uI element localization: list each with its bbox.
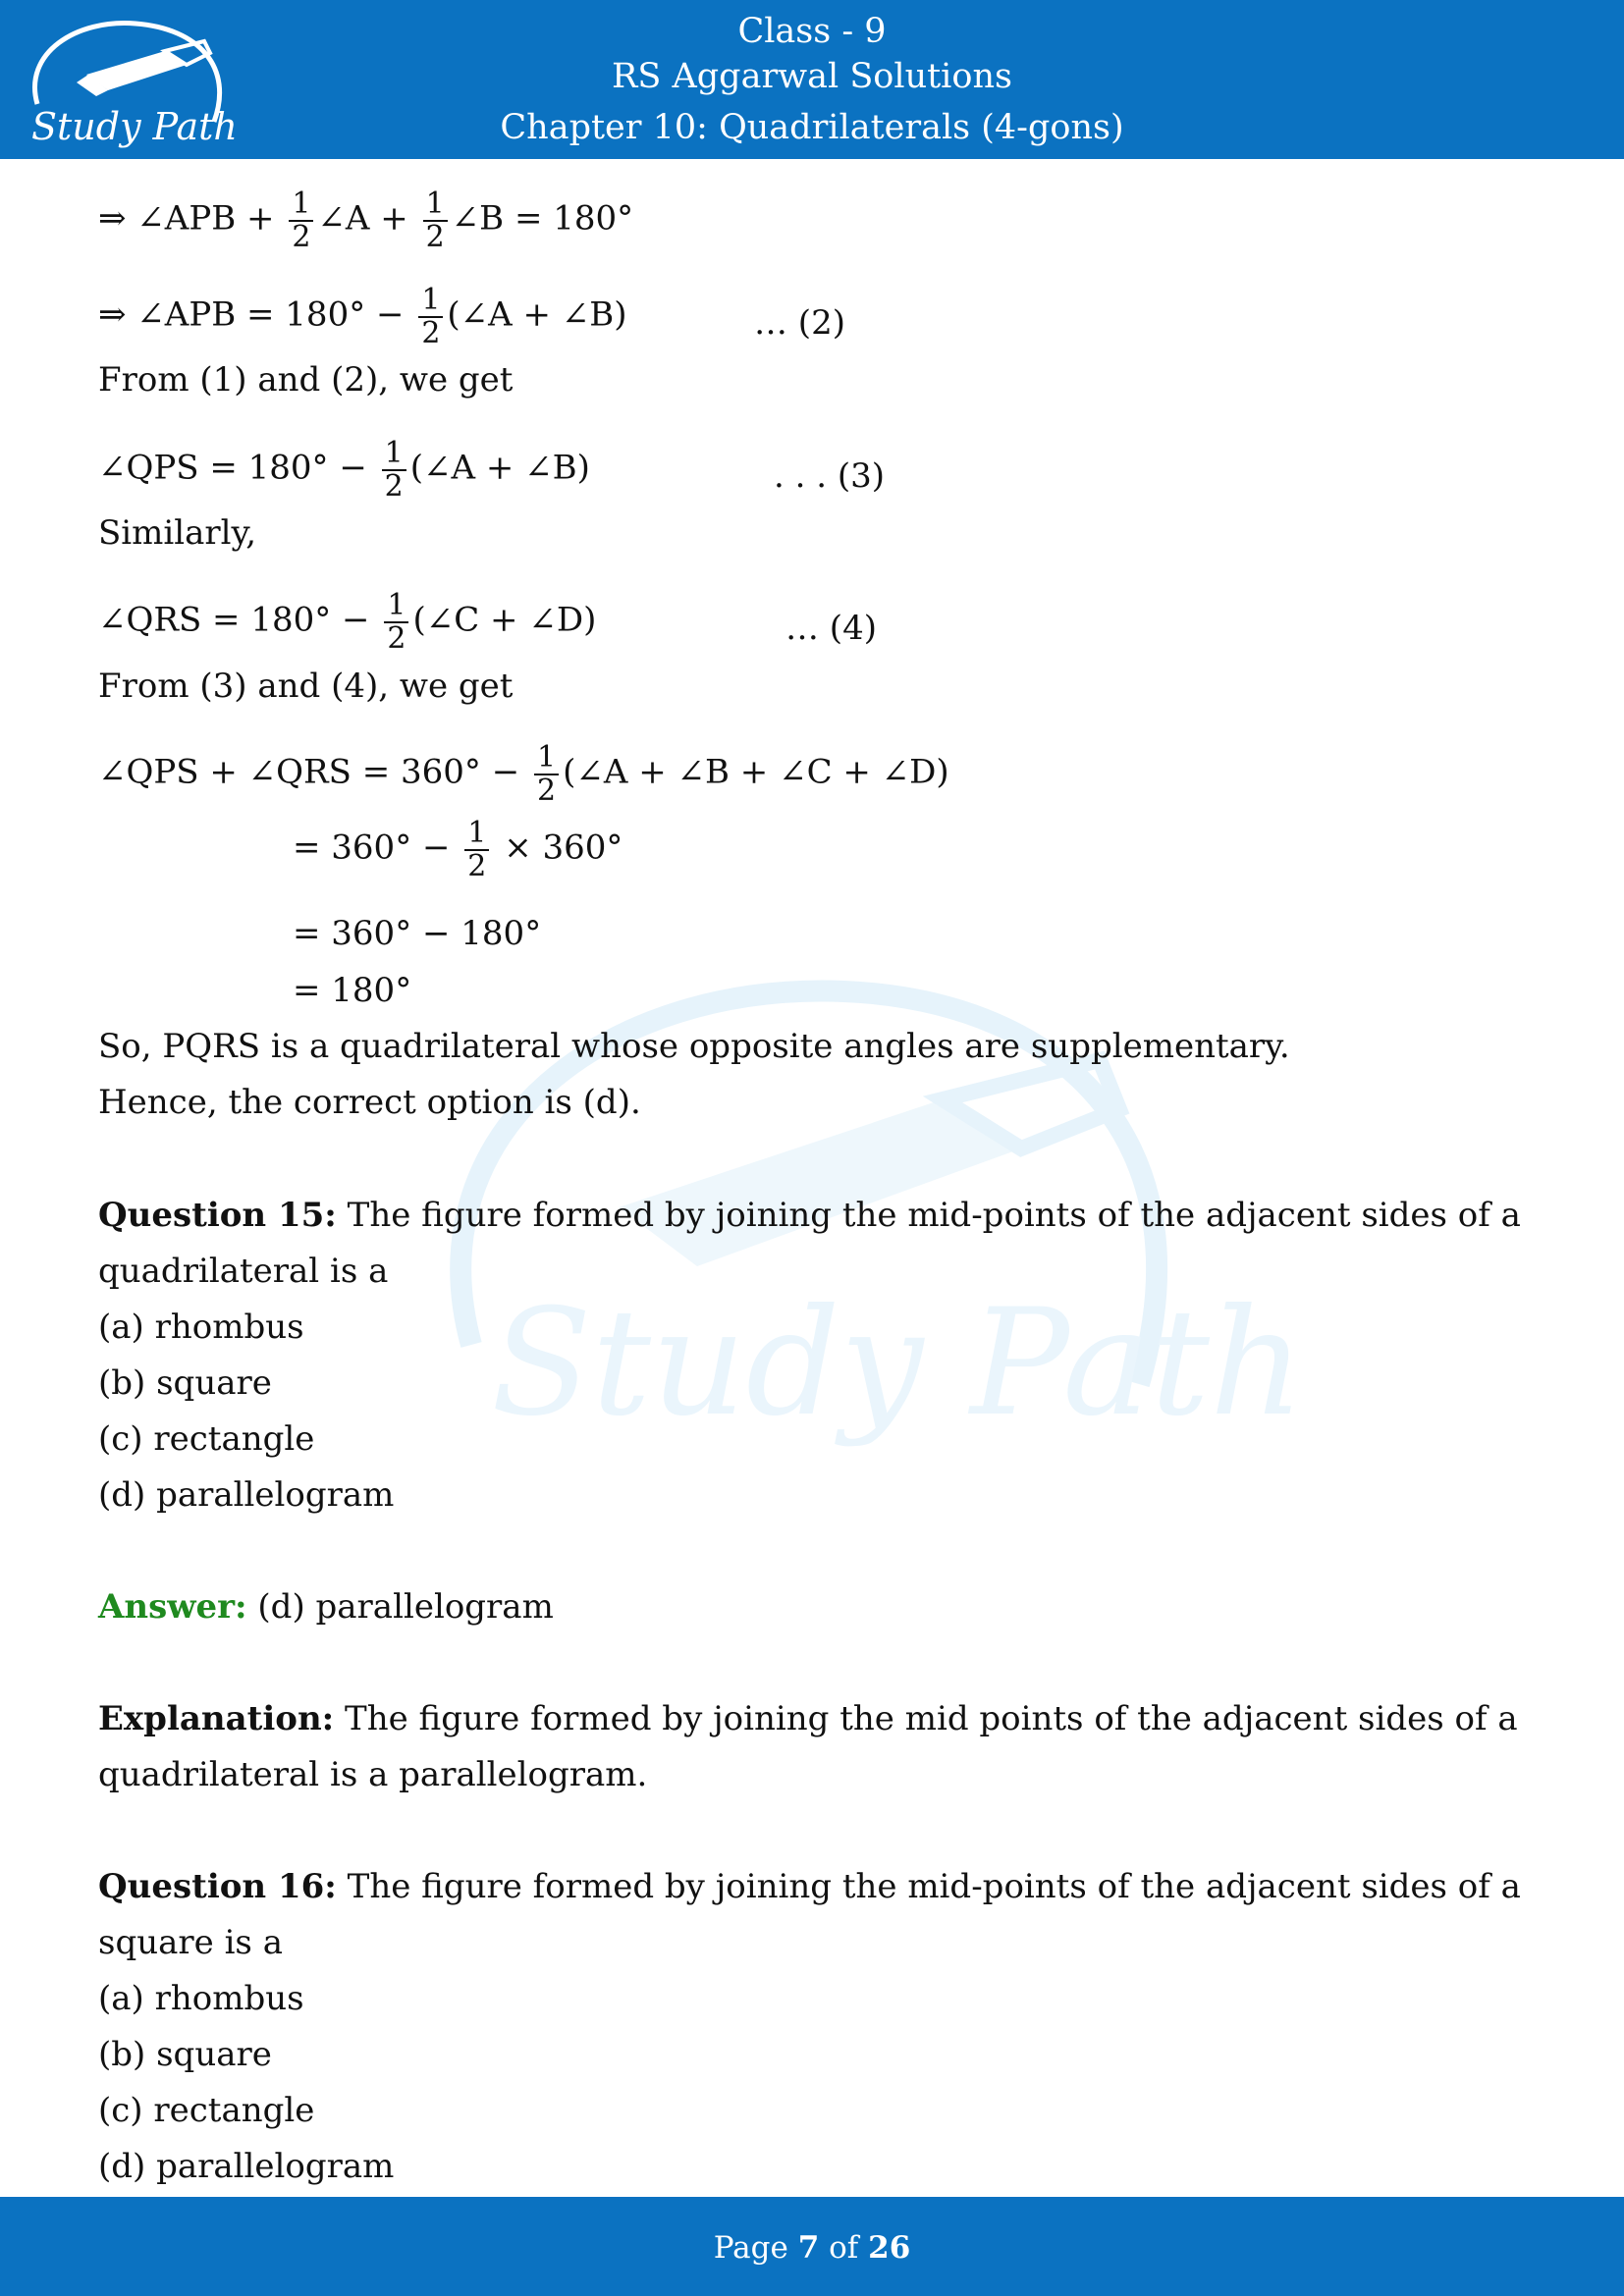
math-line-10: = 360° − 180° (293, 914, 542, 953)
equation-tag: … (4) (785, 609, 877, 648)
math-line-6: ∠QRS = 180° − $\frac{1}{2}$ (∠C + ∠D) … (4) (98, 588, 877, 656)
option-d: (d) parallelogram (98, 2147, 395, 2186)
fraction: $\frac{1}{2}$ (418, 285, 443, 348)
fraction: $\frac{1}{2}$ (464, 818, 489, 881)
fraction: $\frac{1}{2}$ (423, 188, 448, 252)
option-b: (b) square (98, 2035, 272, 2074)
fraction: $\frac{1}{2}$ (289, 188, 313, 252)
header-chapter: Chapter 10: Quadrilaterals (4-gons) (500, 108, 1124, 147)
math-line-1: ⇒ ∠APB + $\frac{1}{2}$ ∠A + $\frac{1}{2}$ ∠B = 180° (98, 187, 634, 254)
math-line-11: = 180° (293, 971, 412, 1010)
fraction: $\frac{1}{2}$ (384, 590, 408, 654)
current-page: 7 (797, 2230, 820, 2266)
header-class: Class - 9 (737, 12, 887, 51)
option-a: (a) rhombus (98, 1979, 304, 2018)
option-a: (a) rhombus (98, 1308, 304, 1347)
total-pages: 26 (868, 2230, 911, 2266)
page-footer (0, 2197, 1624, 2296)
question-text: The figure formed by joining the mid-points of the adjacent sides of a (336, 1867, 1521, 1906)
question-16 (98, 1867, 1521, 1906)
question-label: Question 16: (98, 1867, 337, 1906)
option-b: (b) square (98, 1363, 272, 1403)
answer-15 (98, 1587, 554, 1627)
page-number: Page 7 of 26 (713, 2230, 911, 2266)
question-15-text-cont: quadrilateral is a (98, 1252, 389, 1291)
svg-text:Study Path: Study Path (31, 105, 238, 148)
explanation-text: The figure formed by joining the mid points of the adjacent sides of a (334, 1699, 1518, 1738)
question-label: Question 15: (98, 1196, 337, 1235)
equation-tag: … (2) (754, 303, 845, 343)
page-header (0, 0, 1624, 159)
explanation-15-cont: quadrilateral is a parallelogram. (98, 1755, 648, 1794)
math-line-2: ⇒ ∠APB = 180° − $\frac{1}{2}$ (∠A + ∠B) … (2) (98, 283, 845, 350)
math-line-5: Similarly, (98, 513, 257, 553)
option-d: (d) parallelogram (98, 1475, 395, 1515)
explanation-label: Explanation: (98, 1699, 335, 1738)
explanation-15 (98, 1699, 1518, 1738)
math-line-13: Hence, the correct option is (d). (98, 1083, 641, 1122)
math-line-3: From (1) and (2), we get (98, 360, 514, 400)
math-line-12: So, PQRS is a quadrilateral whose opposite angles are supplementary. (98, 1027, 1290, 1066)
header-book: RS Aggarwal Solutions (612, 57, 1012, 96)
math-line-9: = 360° − $\frac{1}{2}$ × 360° (293, 816, 623, 883)
equation-tag: . . . (3) (774, 456, 886, 496)
question-15 (98, 1196, 1521, 1235)
option-c: (c) rectangle (98, 1419, 315, 1459)
question-16-text-cont: square is a (98, 1923, 283, 1962)
math-line-4: ∠QPS = 180° − $\frac{1}{2}$ (∠A + ∠B) . . . (3) (98, 436, 886, 504)
answer-label: Answer: (98, 1587, 247, 1627)
svg-text:Study Path: Study Path (491, 1278, 1305, 1449)
math-line-8: ∠QPS + ∠QRS = 360° − $\frac{1}{2}$ (∠A + ∠B + ∠C + ∠D) (98, 740, 949, 808)
answer-text: (d) parallelogram (246, 1587, 554, 1627)
fraction: $\frac{1}{2}$ (534, 742, 559, 806)
option-c: (c) rectangle (98, 2091, 315, 2130)
question-text: The figure formed by joining the mid-points of the adjacent sides of a (336, 1196, 1521, 1235)
fraction: $\frac{1}{2}$ (382, 438, 406, 502)
math-line-7: From (3) and (4), we get (98, 667, 514, 706)
